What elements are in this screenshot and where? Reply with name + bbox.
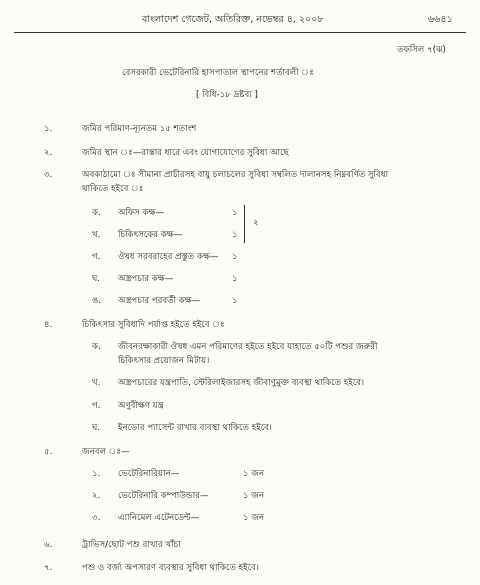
room-qty: ১ bbox=[232, 208, 238, 218]
treatment-medicine-cont: চিকিৎসার প্রয়োজন মিটায়। bbox=[118, 356, 210, 366]
staff-veterinarian: ভেটেরিনারিয়ান— bbox=[118, 469, 180, 479]
schedule-tag: তফসিল ৭(ঝ) bbox=[397, 45, 446, 55]
item-text-land-location: জমির স্থান ঃ—রাস্তার ধারে এবং যোগাযোগের সুবিধা আছে bbox=[82, 148, 289, 158]
room-doctor: চিকিৎসকের কক্ষ— bbox=[118, 230, 183, 240]
room-qty: ১ bbox=[232, 230, 238, 240]
item-number: ২. bbox=[44, 148, 53, 158]
item-number: ৩. bbox=[44, 170, 53, 180]
item-number: ৭. bbox=[44, 563, 53, 573]
room-letter: গ. bbox=[92, 252, 101, 262]
item-number: ৬. bbox=[44, 540, 53, 550]
item-text-infrastructure-cont: থাকিতে হইবে ঃ bbox=[82, 184, 144, 194]
room-qty: ১ bbox=[232, 296, 238, 306]
staff-count: ১ জন bbox=[243, 469, 265, 479]
rule-reference: [ বিধি-১৮ দ্রষ্টব্য ] bbox=[196, 90, 258, 100]
room-qty: ১ bbox=[232, 274, 238, 284]
treatment-letter: ক. bbox=[92, 342, 101, 352]
treatment-medicine: জীবনরক্ষাকারী ঔষধ এমন পরিমাণের হইতে হইবে যাহাতে ৫০টি পশুর জরুরী bbox=[118, 342, 378, 352]
staff-count: ১ জন bbox=[243, 513, 265, 523]
gazette-header: বাংলাদেশ গেজেট, অতিরিক্ত, নভেম্বর ৪, ২০০৮ bbox=[142, 14, 324, 25]
item-text-cage: ট্রাভিস/ছোট পশু রাখার খাঁচা bbox=[82, 540, 181, 550]
staff-compounder: ভেটেরিনারি কম্পাউন্ডার— bbox=[118, 491, 209, 501]
staff-number: ২. bbox=[92, 491, 101, 501]
room-letter: ক. bbox=[92, 208, 101, 218]
bracket-value: ২ bbox=[253, 218, 259, 228]
item-text-land-size: জমির পরিমাণ-ন্যূনতম ১৫ শতাংশ bbox=[82, 124, 197, 134]
room-letter: খ. bbox=[92, 230, 101, 240]
item-number: ৪. bbox=[44, 320, 53, 330]
room-qty: ১ bbox=[232, 252, 238, 262]
staff-number: ১. bbox=[92, 469, 101, 479]
treatment-letter: খ. bbox=[92, 378, 101, 388]
treatment-letter: গ. bbox=[92, 401, 101, 411]
treatment-surgical-tools: অস্ত্রপচারের যন্ত্রপাতি, স্টেরিলাইজারসহ জীবাণুমুক্ত ব্যবস্থা থাকিতে হইবে। bbox=[118, 378, 365, 388]
item-number: ৫. bbox=[44, 447, 53, 457]
item-text-treatment: চিকিৎসার সুবিধাদি পর্যাপ্ত হইতে হইবে ঃ bbox=[82, 320, 225, 330]
bracket-line bbox=[244, 205, 245, 243]
item-number: ১. bbox=[44, 124, 53, 134]
item-text-staff: জনবল ঃ— bbox=[82, 447, 130, 457]
document-title: বেসরকারী ভেটেরিনারি হাসপাতাল স্থাপনের শর্তাবলী ঃ bbox=[122, 68, 314, 78]
treatment-letter: ঘ. bbox=[92, 423, 101, 433]
item-text-waste-disposal: পশু ও বর্জ্য অপসারণ ব্যবস্থার সুবিধা থাকিতে হইবে। bbox=[82, 563, 259, 573]
staff-number: ৩. bbox=[92, 513, 101, 523]
header-rule bbox=[14, 32, 466, 33]
room-surgery: অস্ত্রপচার কক্ষ— bbox=[118, 274, 174, 284]
treatment-microscope: অণুবীক্ষণ যন্ত্র bbox=[118, 401, 164, 411]
room-post-surgery: অস্ত্রপচার পরবর্তী কক্ষ— bbox=[118, 296, 201, 306]
staff-count: ১ জন bbox=[243, 491, 265, 501]
staff-animal-attendant: এ্যানিমেল এটেনডেন্ট— bbox=[118, 513, 200, 523]
item-text-infrastructure: অবকাঠামো ঃ সীমানা প্রাচীরসহ বায়ু চলাচলের সুবিধা সম্বলিত দালানসহ নিম্নবর্ণিত সুবিধা bbox=[82, 170, 389, 180]
room-letter: ঙ. bbox=[92, 296, 102, 306]
room-letter: ঘ. bbox=[92, 274, 101, 284]
room-office: অফিস কক্ষ— bbox=[118, 208, 165, 218]
treatment-indoor-patient: ইনডোর প্যাসেন্ট রাখার ব্যবস্থা থাকিতে হইবে। bbox=[118, 423, 273, 433]
page-number: ৬৬৪১ bbox=[428, 14, 453, 25]
room-medicine-supply: ঔষধ সরবরাহের প্রস্তুত কক্ষ— bbox=[118, 252, 219, 262]
